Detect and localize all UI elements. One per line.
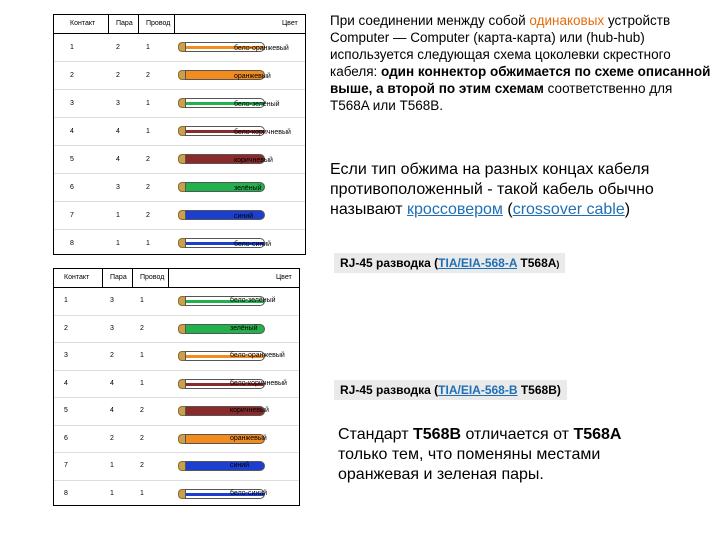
cell-pair: 4: [116, 156, 120, 163]
cell-contact: 3: [64, 352, 68, 359]
crossover-definition-paragraph: [330, 160, 715, 220]
cell-wire: 1: [140, 352, 144, 359]
cell-pair: 1: [116, 212, 120, 219]
cell-contact: 2: [64, 324, 68, 332]
tag-a-prefix: RJ-45 разводка (: [340, 256, 439, 270]
p2-text-1: Если тип обжима на разных концах кабеля противоположенный - такой кабель обычно называют: [330, 161, 654, 218]
cell-color-label: оранжевый: [234, 73, 271, 80]
cell-wire: 1: [146, 128, 150, 135]
cell-color-label: бело-коричневый: [234, 129, 291, 136]
tia-eia-568b-link[interactable]: TIA/EIA-568-B: [438, 383, 518, 397]
table-row: [54, 287, 299, 315]
cell-contact: 6: [70, 184, 74, 191]
cell-color-label: оранжевый: [230, 434, 267, 442]
table-row: [54, 397, 299, 425]
pinout-table-b: [53, 268, 300, 506]
cell-pair: 2: [110, 434, 114, 442]
table-header: [54, 15, 305, 33]
cell-wire: 1: [140, 489, 144, 497]
cell-wire: 2: [146, 184, 150, 191]
cell-wire: 2: [146, 212, 150, 219]
cell-color-label: бело-зелёный: [234, 101, 280, 108]
table-row: [54, 117, 305, 145]
cell-wire: 2: [146, 156, 150, 163]
crossover-link[interactable]: кроссовером: [407, 201, 503, 218]
tag-a-mid: T568A: [517, 256, 557, 270]
table-row: [54, 315, 299, 343]
cell-pair: 3: [116, 184, 120, 191]
tia-eia-568a-link[interactable]: TIA/EIA-568-A: [438, 256, 518, 270]
cell-color-label: коричневый: [230, 407, 269, 414]
header-contact: Контакт: [70, 20, 96, 27]
p1-text-2: устройств Computer — Computer (карта-карта) или (hub-hub) используется следующая схема цоколевки скрестного кабеля:: [330, 13, 671, 79]
cell-wire: 2: [140, 324, 144, 332]
cell-contact: 5: [70, 156, 74, 163]
cell-color-label: бело-коричневый: [230, 379, 287, 387]
cell-color-label: бело-зелёный: [230, 297, 276, 304]
cell-pair: 4: [110, 407, 114, 414]
tag-b-suffix: ): [556, 383, 561, 397]
cell-wire: 2: [140, 462, 144, 469]
header-wire: Провод: [140, 274, 165, 281]
table-row: [54, 370, 299, 398]
crossover-intro-paragraph: [330, 12, 715, 114]
cell-wire: 1: [146, 240, 150, 247]
cell-color-label: синий: [230, 462, 250, 469]
cell-pair: 3: [110, 297, 114, 304]
tag-b-prefix: RJ-45 разводка (: [340, 383, 439, 397]
standard-difference-paragraph: [338, 425, 668, 485]
cell-wire: 2: [140, 407, 144, 414]
header-color: Цвет: [276, 274, 292, 281]
table-header: [54, 269, 299, 287]
p3-text-2: отличается от: [461, 426, 574, 443]
cell-wire: 2: [140, 434, 144, 442]
cell-pair: 2: [116, 72, 120, 79]
cell-color-label: бело-синий: [234, 241, 272, 248]
p1-highlight: одинаковых: [529, 13, 605, 28]
p3-bold-1: T568B: [413, 426, 462, 443]
cell-contact: 4: [70, 128, 74, 135]
cell-contact: 8: [64, 489, 68, 497]
cell-color-label: синий: [234, 213, 254, 220]
cell-contact: 2: [70, 72, 74, 79]
header-pair: Пара: [110, 274, 127, 281]
header-wire: Провод: [146, 20, 171, 27]
cell-contact: 3: [70, 100, 74, 107]
cell-color-label: зелёный: [234, 185, 262, 192]
tag-a-suffix: ): [556, 259, 560, 269]
wire-color-swatch: [178, 461, 266, 471]
cell-pair: 1: [110, 489, 114, 497]
table-row: [54, 425, 299, 453]
cell-contact: 8: [70, 240, 74, 247]
cell-pair: 1: [110, 462, 114, 469]
rj45-t568b-caption: [334, 380, 567, 400]
header-contact: Контакт: [64, 274, 90, 281]
cell-wire: 1: [140, 379, 144, 387]
cell-wire: 1: [146, 44, 150, 51]
table-row: [54, 201, 305, 229]
cell-color-label: зелёный: [230, 324, 258, 332]
cell-wire: 1: [140, 297, 144, 304]
table-row: [54, 173, 305, 201]
p1-text-3: соответственно для T568A или T568B.: [330, 81, 673, 113]
cell-color-label: коричневый: [234, 157, 273, 164]
crossover-cable-link[interactable]: crossover cable: [512, 201, 625, 218]
table-row: [54, 480, 299, 508]
cell-contact: 4: [64, 379, 68, 387]
cell-color-label: бело-оранжевый: [230, 352, 285, 359]
cell-color-label: бело-синий: [230, 489, 268, 497]
table-row: [54, 61, 305, 89]
pinout-table-a: [53, 14, 306, 255]
tag-b-mid: T568B: [517, 383, 557, 397]
cell-pair: 1: [116, 240, 120, 247]
p2-text-3: ): [624, 201, 631, 218]
cell-contact: 7: [70, 212, 74, 219]
p2-text-2: (: [502, 201, 513, 218]
header-color: Цвет: [282, 20, 298, 27]
cell-wire: 2: [146, 72, 150, 79]
cell-contact: 6: [64, 434, 68, 442]
cell-contact: 1: [64, 297, 68, 304]
cell-pair: 4: [116, 128, 120, 135]
table-row: [54, 89, 305, 117]
table-row: [54, 229, 305, 257]
rj45-t568a-caption: [334, 253, 565, 273]
cell-color-label: бело-оранжевый: [234, 45, 289, 52]
cell-pair: 3: [110, 324, 114, 332]
cell-contact: 5: [64, 407, 68, 414]
cell-pair: 4: [110, 379, 114, 387]
p1-text-1: При соединении менжду собой: [330, 13, 530, 28]
header-pair: Пара: [116, 20, 133, 27]
table-row: [54, 33, 305, 61]
cell-pair: 3: [116, 100, 120, 107]
cell-wire: 1: [146, 100, 150, 107]
p1-bold: один коннектор обжимается по схеме описанной выше, а второй по этим схемам: [330, 64, 711, 96]
table-row: [54, 452, 299, 480]
p3-bold-2: T568A: [573, 426, 622, 443]
table-row: [54, 145, 305, 173]
table-row: [54, 342, 299, 370]
cell-contact: 7: [64, 462, 68, 469]
p3-text-1: Стандарт: [338, 426, 413, 443]
cell-pair: 2: [116, 44, 120, 51]
p3-text-3: только тем, что поменяны местами оранжевая и зеленая пары.: [338, 446, 601, 483]
cell-contact: 1: [70, 44, 74, 51]
cell-pair: 2: [110, 352, 114, 359]
